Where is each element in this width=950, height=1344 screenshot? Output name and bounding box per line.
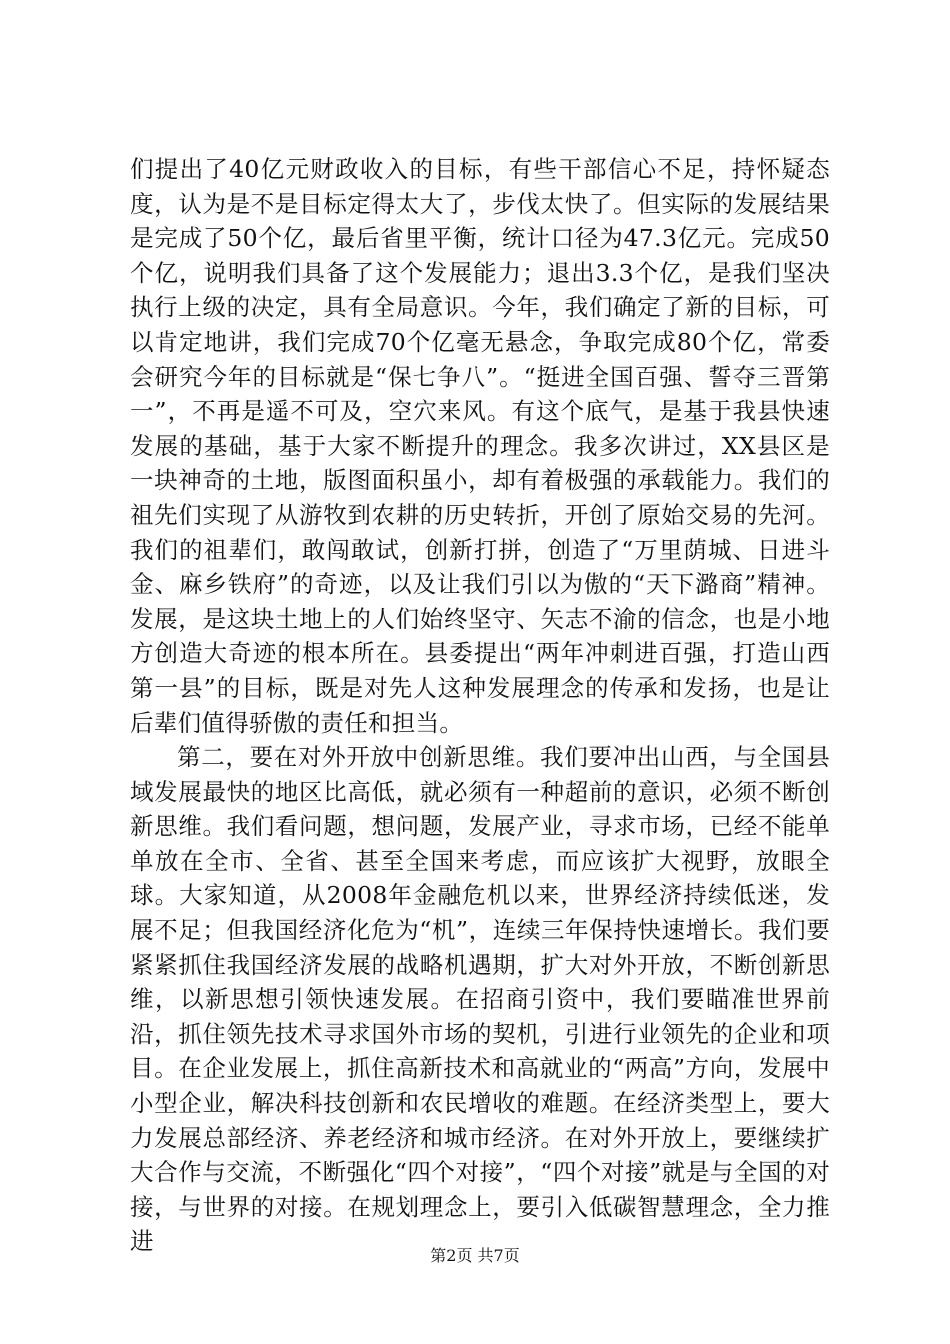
- paragraph-1: 们提出了40亿元财政收入的目标，有些干部信心不足，持怀疑态度，认为是不是目标定得太大了，步伐太快了。但实际的发展结果是完成了50个亿，最后省里平衡，统计口径为47.3亿元。完成50个亿，说明我们具备了这个发展能力；退出3.3个亿，是我们坚决执行上级的决定，具有全局意识。今年，我们确定了新的目标，可以肯定地讲，我们完成70个亿毫无悬念，争取完成80个亿，常委会研究今年的目标就是“保七争八”。“挺进全国百强、誓夺三晋第一”，不再是遥不可及，空穴来风。有这个底气，是基于我县快速发展的基础，基于大家不断提升的理念。我多次讲过，XX县区是一块神奇的土地，版图面积虽小，却有着极强的承载能力。我们的祖先们实现了从游牧到农耕的历史转折，开创了原始交易的先河。我们的祖辈们，敢闯敢试，创新打拼，创造了“万里荫城、日进斗金、麻乡铁府”的奇迹，以及让我们引以为傲的“天下潞商”精神。发展，是这块土地上的人们始终坚守、矢志不渝的信念，也是小地方创造大奇迹的根本所在。县委提出“两年冲刺进百强，打造山西第一县”的目标，既是对先人这种发展理念的传承和发扬，也是让后辈们值得骄傲的责任和担当。: [130, 155, 830, 737]
- document-body: [130, 152, 830, 1259]
- page-number-label: 第2页 共7页: [430, 1246, 520, 1265]
- page-footer: [0, 1246, 950, 1266]
- paragraph-2: 第二，要在对外开放中创新思维。我们要冲出山西，与全国县域发展最快的地区比高低，就必须有一种超前的意识，必须不断创新思维。我们看问题，想问题，发展产业，寻求市场，已经不能单单放在全市、全省、甚至全国来考虑，而应该扩大视野，放眼全球。大家知道，从2008年金融危机以来，世界经济持续低迷，发展不足；但我国经济化危为“机”，连续三年保持快速增长。我们要紧紧抓住我国经济发展的战略机遇期，扩大对外开放，不断创新思维，以新思想引领快速发展。在招商引资中，我们要瞄准世界前沿，抓住领先技术寻求国外市场的契机，引进行业领先的企业和项目。在企业发展上，抓住高新技术和高就业的“两高”方向，发展中小型企业，解决科技创新和农民增收的难题。在经济类型上，要大力发展总部经济、养老经济和城市经济。在对外开放上，要继续扩大合作与交流，不断强化“四个对接”，“四个对接”就是与全国的对接，与世界的对接。在规划理念上，要引入低碳智慧理念，全力推进: [130, 743, 830, 1256]
